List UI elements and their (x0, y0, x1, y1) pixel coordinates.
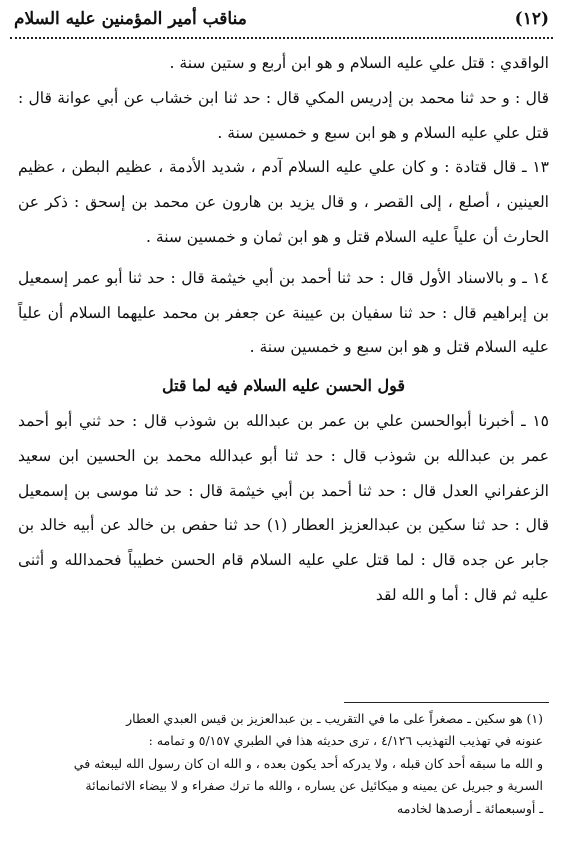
header-divider (10, 37, 553, 39)
section-heading: قول الحسن عليه السلام فيه لما قتل (161, 376, 405, 396)
page-header (14, 6, 549, 32)
paragraph-abu-awana: قال : و حد ثنا محمد بن إدريس المكي قال : حد ثنا ابن خشاب عن أبي عوانة قال : قتل علي عليه السلام و هو ابن سبع و خمسين سنة . (18, 88, 549, 142)
paragraph-15: ١٥ ـ أخبرنا أبوالحسن علي بن عمر بن عبدالله بن شوذب قال : حد ثني أبو أحمد عمر بن عبدالله بن شوذب قال : حد ثنا أبو عبدالله محمد بن الحسين ابن سعيد الزعفراني العدل قال : حد ثنا أحمد بن أبي خيثمة قال : حد ثنا موسى بن إسمعيل قال : حد ثنا سكين بن عبدالعزيز العطار (١) حد ثنا حفص بن خالد عن أبيه خالد بن جابر عن جده قال : لما قتل علي عليه السلام قام الحسن خطيباً فحمدالله و أثنى عليه ثم قال : أما و الله لقد (18, 411, 549, 604)
footnote-line: عنونه في تهذيب التهذيب ٤/١٢٦ ، ترى حديثه هذا في الطبري ٥/١٥٧ و تمامه : (148, 733, 543, 749)
main-text (18, 46, 549, 613)
footnote-divider (344, 702, 549, 703)
paragraph-waqidi: الواقدي : قتل علي عليه السلام و هو ابن أربع و ستين سنة . (169, 54, 549, 72)
footnote-line: و الله ما سبقه أحد كان قبله ، ولا يدركه أحد يكون بعده ، و الله ان كان رسول الله ليبعثه في (73, 755, 543, 771)
footnote-line: (١) هو سكين ـ مصغراً على ما في التقريب ـ بن عبدالعزيز بن قيس العبدي العطار (126, 711, 543, 726)
footnote-line: ـ أوسبعمائة ـ أرصدها لخادمه (397, 800, 543, 816)
paragraph-14: ١٤ ـ و بالاسناد الأول قال : حد ثنا أحمد بن أبي خيثمة قال : حد ثنا أبو عمر إسمعيل بن إبراهيم قال : حد ثنا سفيان بن عيينة عن جعفر بن محمد عليهما السلام أن علياً عليه السلام قتل و هو ابن سبع و خمسين سنة . (18, 268, 549, 357)
running-title: مناقب أمير المؤمنين عليه السلام (14, 9, 247, 29)
page-number: (١٢) (514, 9, 549, 29)
footnote-line: السرية و جبريل عن يمينه و ميكائيل عن يساره ، والله ما ترك صفراء و لا بيضاء الاثمانمائة (85, 778, 543, 794)
footnote (26, 708, 543, 820)
paragraph-13: ١٣ ـ قال قتادة : و كان علي عليه السلام آدم ، شديد الأدمة ، عظيم البطن ، عظيم العينين ، أصلع ، إلى القصر ، و قال يزيد بن هارون عن محمد بن إسحق : ذكر عن الحارث أن علياً عليه السلام قتل و هو ابن ثمان و خمسين سنة . (18, 158, 549, 246)
